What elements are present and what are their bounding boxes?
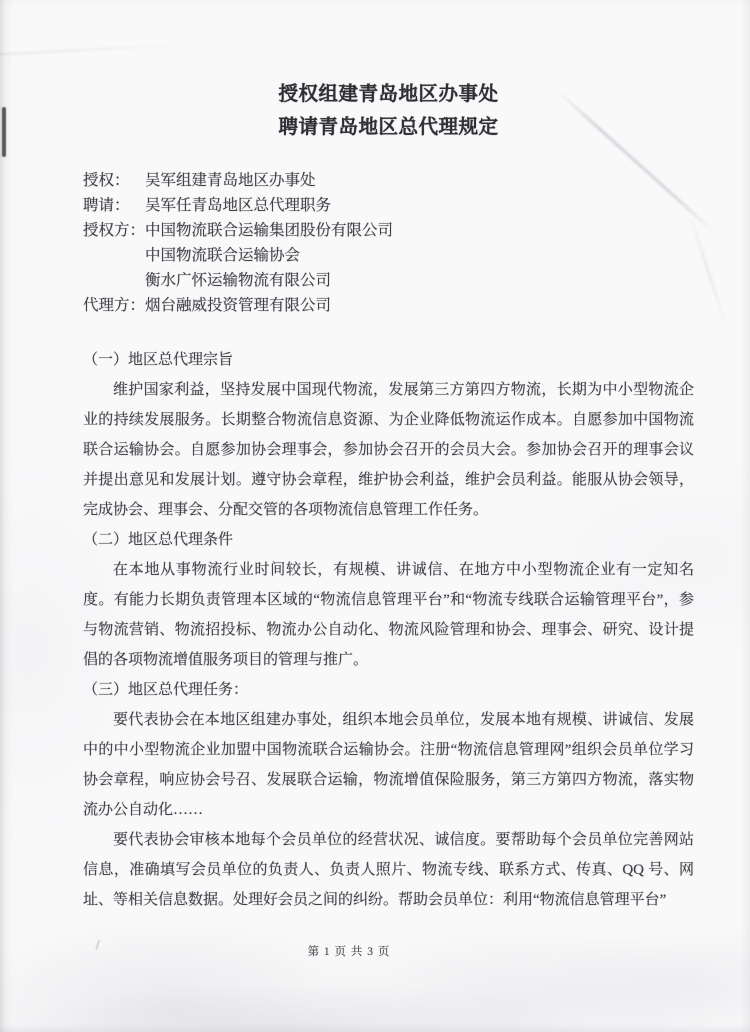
field-value: 中国物流联合运输集团股份有限公司 [145, 222, 394, 239]
section-1-paragraph: 维护国家利益，坚持发展中国现代物流，发展第三方第四方物流，长期为中小型物流企业的持续发展服务。长期整合物流信息资源、为企业降低物流运作成本。自愿参加中国物流联合运输协会。自愿参加协会理事会，参加协会召开的会员大会。参加协会召开的理事会议并提出意见和发展计划。遵守协会章程，维护协会利益，维护会员利益。能服从协会领导，完成协会、理事会、分配交管的各项物流信息管理工作任务。 [83, 382, 694, 518]
field-value: 中国物流联合运输协会 [145, 247, 301, 264]
section-2-paragraph: 在本地从事物流行业时间较长，有规模、讲诚信、在地方中小型物流企业有一定知名度。有能力长期负责管理本区域的“物流信息管理平台”和“物流专线联合运输管理平台”，参与物流营销、物流招投标、物流办公自动化、物流风险管理和协会、理事会、研究、设计提倡的各项物流增值服务项目的管理与推广。 [83, 562, 694, 668]
field-value: 吴军任青岛地区总代理职务 [145, 197, 332, 214]
paper-crease-top-left [0, 43, 198, 56]
document-sections [83, 345, 694, 915]
scan-edge-mark [2, 107, 6, 157]
field-value: 衡水广怀运输物流有限公司 [145, 272, 332, 289]
pen-tick-mark [96, 940, 107, 952]
section-3-heading: （三）地区总代理任务： [83, 682, 249, 698]
field-authorizer-3 [83, 268, 694, 293]
field-appoint [83, 193, 694, 218]
section-2-heading: （二）地区总代理条件 [83, 532, 234, 548]
field-authorize [83, 168, 694, 193]
field-label: 聘请： [83, 197, 130, 214]
field-authorizer-2 [83, 243, 694, 268]
field-authorizer [83, 218, 694, 243]
field-label: 授权方： [83, 222, 146, 239]
field-value: 烟台融威投资管理有限公司 [145, 297, 332, 314]
section-3-paragraph-1: 要代表协会在本地区组建办事处，组织本地会员单位，发展本地有规模、讲诚信、发展中的中小型物流企业加盟中国物流联合运输协会。注册“物流信息管理网”组织会员单位学习协会章程，响应协会号召、发展联合运输，物流增值保险服务，第三方第四方物流，落实物流办公自动化…… [83, 712, 694, 818]
page-number: 第 1 页 共 3 页 [307, 946, 391, 958]
section-1-heading: （一）地区总代理宗旨 [83, 352, 234, 368]
header-fields [83, 168, 694, 318]
document-body [83, 78, 694, 915]
document-title-line1: 授权组建青岛地区办事处 [278, 84, 499, 105]
section-3-paragraph-2: 要代表协会审核本地每个会员单位的经营状况、诚信度。要帮助每个会员单位完善网站信息，准确填写会员单位的负责人、负责人照片、物流专线、联系方式、传真、QQ 号、网址、等相关信息数据。处理好会员之间的纠纷。帮助会员单位：利用“物流信息管理平台” [83, 832, 694, 908]
field-value: 吴军组建青岛地区办事处 [145, 172, 316, 189]
document-title-line2: 聘请青岛地区总代理规定 [278, 117, 499, 138]
field-label: 代理方： [83, 297, 146, 314]
field-agent [83, 293, 694, 318]
field-label: 授权： [83, 172, 130, 189]
